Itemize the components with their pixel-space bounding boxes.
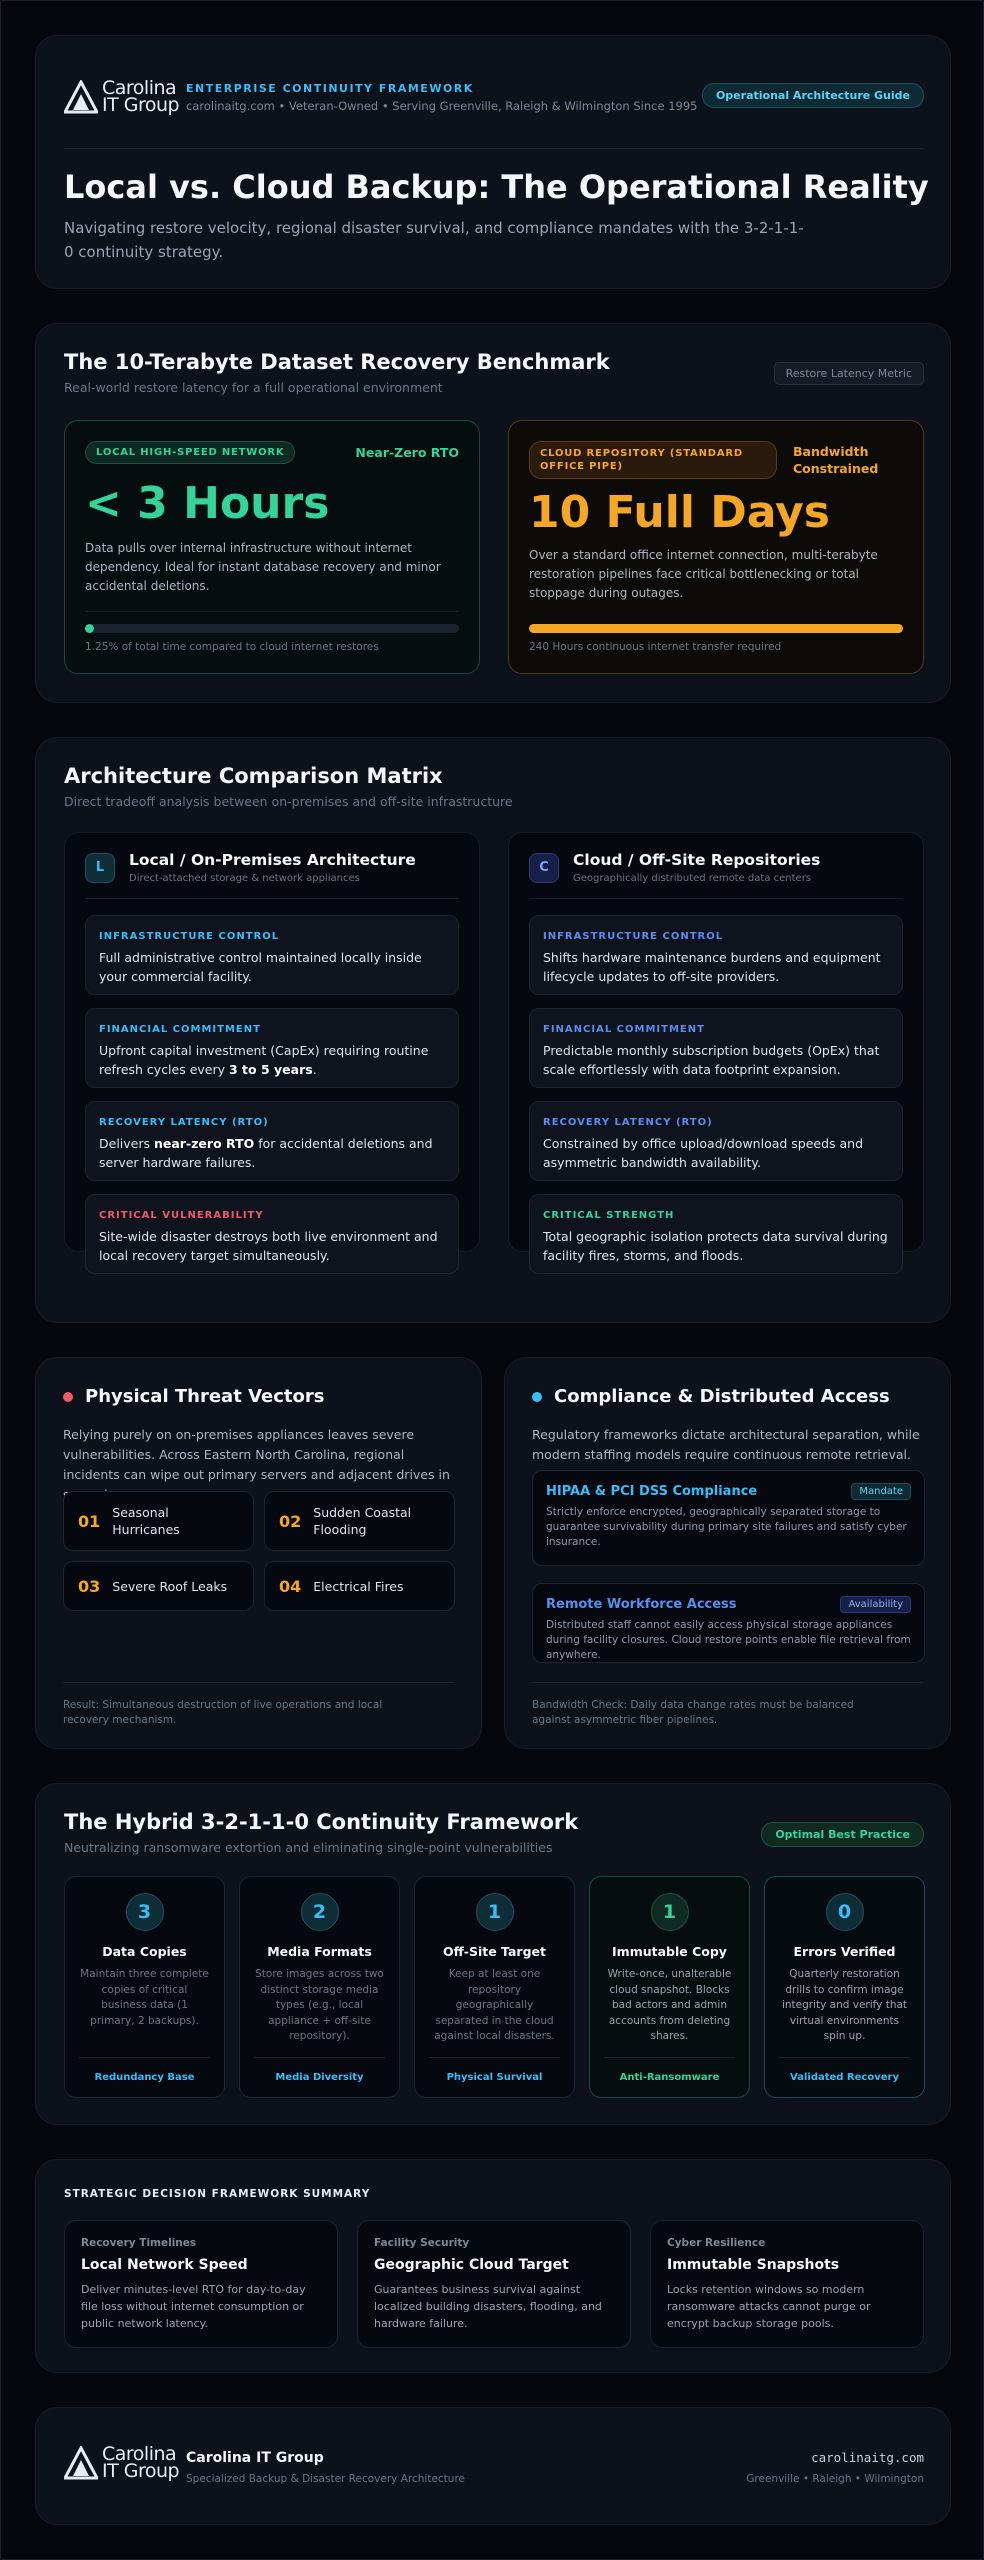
local-side-label: Near-Zero RTO: [355, 445, 459, 460]
compliance-item-badge: Availability: [840, 1596, 911, 1613]
cloud-column-title: Cloud / Off-Site Repositories: [573, 851, 821, 869]
footer-domain[interactable]: carolinaitg.com: [811, 2450, 924, 2465]
step-footer: Media Diversity: [254, 2057, 385, 2083]
footer-company: Carolina IT Group: [186, 2450, 324, 2466]
compliance-card: [504, 1357, 951, 1749]
local-item-label: RECOVERY LATENCY (RTO): [99, 1117, 269, 1128]
threat-num: 01: [78, 1511, 101, 1531]
cloud-item-text: Total geographic isolation protects data survival during facility fires, storms, and floods.: [543, 1229, 888, 1263]
threat-label: Severe Roof Leaks: [112, 1578, 228, 1594]
compliance-item-desc: Distributed staff cannot easily access physical storage appliances during facility closures. Cloud restore points enable file retrieval from anywhere.: [546, 1619, 911, 1661]
local-item-text: Full administrative control maintained locally inside your commercial facility.: [99, 950, 422, 984]
cloud-progress-fill: [529, 624, 903, 633]
local-item-label: CRITICAL VULNERABILITY: [99, 1210, 264, 1221]
hybrid-card: [35, 1783, 951, 2125]
framework-step: [764, 1876, 925, 2098]
threat-label: Seasonal Hurricanes: [112, 1505, 180, 1537]
summary-desc: Guarantees business survival against localized building disasters, flooding, and hardware failure.: [374, 2283, 602, 2330]
cloud-description: Over a standard office internet connection, multi-terabyte restoration pipelines face critical bottlenecking or total stoppage during outages.: [529, 548, 878, 600]
threat-dot-icon: [63, 1392, 73, 1402]
step-number: 3: [126, 1893, 164, 1931]
cloud-item-label: INFRASTRUCTURE CONTROL: [543, 931, 724, 942]
page-title: Local vs. Cloud Backup: The Operational Reality: [64, 168, 929, 206]
cloud-big-value: 10 Full Days: [529, 487, 830, 538]
step-footer: Anti-Ransomware: [604, 2057, 735, 2083]
logo-line-1: Carolina: [102, 77, 177, 99]
local-description: Data pulls over internal infrastructure without internet dependency. Ideal for instant database recovery and minor accidental deletions.: [85, 541, 441, 593]
local-badge: L: [85, 853, 115, 883]
summary-item: [650, 2220, 924, 2348]
step-number: 2: [301, 1893, 339, 1931]
threat-item: [264, 1491, 455, 1551]
footer-locations: Greenville • Raleigh • Wilmington: [746, 2473, 924, 2485]
local-item: [85, 1008, 459, 1088]
threat-label: Electrical Fires: [313, 1578, 404, 1594]
step-title: Data Copies: [102, 1944, 187, 1959]
header-eyebrow: ENTERPRISE CONTINUITY FRAMEWORK: [186, 82, 474, 95]
local-item: [85, 1101, 459, 1181]
step-desc: Keep at least one repository geographically separated in the cloud against local disasters.: [434, 1968, 555, 2042]
framework-step: [414, 1876, 575, 2098]
threats-divider: [63, 1682, 454, 1683]
matrix-subtitle: Direct tradeoff analysis between on-premises and off-site infrastructure: [64, 794, 513, 809]
compliance-item-title: HIPAA & PCI DSS Compliance: [546, 1484, 758, 1499]
threat-num: 03: [78, 1576, 101, 1596]
local-caption: 1.25% of total time compared to cloud internet restores: [85, 641, 379, 653]
logo-wordmark: [102, 77, 180, 116]
footer-card: [35, 2407, 951, 2525]
logo-line-2: IT Group: [102, 2460, 180, 2482]
local-column-subtitle: Direct-attached storage & network appliances: [129, 873, 360, 884]
cloud-item-label: RECOVERY LATENCY (RTO): [543, 1117, 713, 1128]
threats-card: [35, 1357, 482, 1749]
footer-tagline: Specialized Backup & Disaster Recovery Architecture: [186, 2473, 465, 2485]
threat-item: [63, 1491, 254, 1551]
summary-kicker: Facility Security: [374, 2237, 470, 2249]
logo-mark-icon: [64, 80, 98, 114]
local-column: [64, 832, 480, 1263]
benchmark-card: [35, 323, 951, 703]
summary-item: [64, 2220, 338, 2348]
framework-step: [64, 1876, 225, 2098]
cloud-item: [529, 1194, 903, 1274]
step-footer: Physical Survival: [429, 2057, 560, 2083]
step-title: Immutable Copy: [612, 1944, 727, 1959]
framework-step: [239, 1876, 400, 2098]
step-desc: Write-once, unalterable cloud snapshot. Blocks bad actors and admin accounts from deleting shares.: [607, 1968, 732, 2042]
summary-kicker: Cyber Resilience: [667, 2237, 766, 2249]
compliance-intro: Regulatory frameworks dictate architectural separation, while modern staffing models require continuous remote retrieval.: [532, 1427, 920, 1462]
hybrid-subtitle: Neutralizing ransomware extortion and eliminating single-point vulnerabilities: [64, 1840, 553, 1855]
threat-num: 04: [279, 1576, 302, 1596]
summary-item: [357, 2220, 631, 2348]
matrix-title: Architecture Comparison Matrix: [64, 764, 443, 788]
local-benchmark-panel: [64, 420, 480, 674]
summary-heading: Immutable Snapshots: [667, 2257, 840, 2273]
logo-line-1: Carolina: [102, 2443, 177, 2465]
summary-title: STRATEGIC DECISION FRAMEWORK SUMMARY: [64, 2188, 371, 2200]
step-title: Errors Verified: [793, 1944, 896, 1959]
header-meta: carolinaitg.com • Veteran-Owned • Serving Greenville, Raleigh & Wilmington Since 1995: [186, 99, 698, 113]
threat-item: [264, 1561, 455, 1611]
threats-footer: Result: Simultaneous destruction of live operations and local recovery mechanism.: [63, 1699, 383, 1726]
logo-wordmark: [102, 2443, 180, 2482]
step-desc: Quarterly restoration drills to confirm image integrity and verify that virtual environments spin up.: [781, 1968, 908, 2042]
header-divider: [64, 148, 924, 149]
footer-logo: [64, 2443, 180, 2482]
cloud-progress-track: [529, 624, 903, 633]
summary-kicker: Recovery Timelines: [81, 2237, 197, 2249]
logo-line-2: IT Group: [102, 94, 180, 116]
compliance-item-desc: Strictly enforce encrypted, geographically separated storage to guarantee survivability during primary site failures and satisfy cyber insurance.: [546, 1506, 907, 1548]
framework-step: [589, 1876, 750, 2098]
compliance-divider: [532, 1682, 923, 1683]
local-item: [85, 915, 459, 995]
benchmark-title: The 10-Terabyte Dataset Recovery Benchmark: [64, 350, 610, 374]
compliance-title: Compliance & Distributed Access: [554, 1386, 890, 1407]
compliance-item-badge: Mandate: [851, 1483, 911, 1500]
compliance-item-title: Remote Workforce Access: [546, 1597, 737, 1612]
page-subtitle: Navigating restore velocity, regional disaster survival, and compliance mandates with the 3-2-1-1-0 continuity strategy.: [64, 219, 804, 261]
cloud-tag: CLOUD REPOSITORY (STANDARD OFFICE PIPE): [529, 441, 777, 479]
step-number: 1: [476, 1893, 514, 1931]
header-card: [35, 35, 951, 289]
cloud-item-text: Shifts hardware maintenance burdens and equipment lifecycle updates to off-site providers.: [543, 950, 881, 984]
compliance-item: [532, 1583, 925, 1663]
compliance-dot-icon: [532, 1392, 542, 1402]
cloud-column: [508, 832, 924, 1263]
local-item-label: INFRASTRUCTURE CONTROL: [99, 931, 280, 942]
local-tag: LOCAL HIGH-SPEED NETWORK: [85, 441, 295, 464]
cloud-benchmark-panel: [508, 420, 924, 674]
cloud-item: [529, 915, 903, 995]
compliance-item: [532, 1470, 925, 1566]
cloud-item-label: FINANCIAL COMMITMENT: [543, 1024, 705, 1035]
step-title: Media Formats: [267, 1944, 372, 1959]
step-number: 0: [826, 1893, 864, 1931]
hybrid-pill: Optimal Best Practice: [761, 1822, 924, 1847]
step-footer: Validated Recovery: [779, 2057, 910, 2083]
threat-item: [63, 1561, 254, 1611]
cloud-side-label: Bandwidth Constrained: [793, 444, 879, 476]
cloud-item: [529, 1101, 903, 1181]
hybrid-title: The Hybrid 3-2-1-1-0 Continuity Framework: [64, 1810, 579, 1834]
cloud-item: [529, 1008, 903, 1088]
local-item-text: Site-wide disaster destroys both live environment and local recovery target simultaneously.: [99, 1229, 438, 1263]
local-divider: [85, 611, 459, 612]
local-item-text: Upfront capital investment (CapEx) requiring routine refresh cycles every 3 to 5 years.: [99, 1043, 429, 1077]
threats-title: Physical Threat Vectors: [85, 1386, 325, 1407]
compliance-footer: Bandwidth Check: Daily data change rates must be balanced against asymmetric fiber pipelines.: [532, 1699, 854, 1726]
logo-mark-icon: [64, 2446, 98, 2480]
local-item: [85, 1194, 459, 1274]
benchmark-pill: Restore Latency Metric: [774, 362, 924, 385]
local-big-value: < 3 Hours: [85, 478, 330, 529]
step-number: 1: [651, 1893, 689, 1931]
threat-num: 02: [279, 1511, 302, 1531]
local-item-label: FINANCIAL COMMITMENT: [99, 1024, 261, 1035]
summary-card: [35, 2159, 951, 2373]
summary-heading: Geographic Cloud Target: [374, 2257, 569, 2273]
cloud-column-subtitle: Geographically distributed remote data centers: [573, 873, 812, 884]
summary-desc: Locks retention windows so modern ransomware attacks cannot purge or encrypt backup storage pools.: [667, 2283, 871, 2330]
cloud-caption: 240 Hours continuous internet transfer required: [529, 641, 782, 653]
cloud-item-text: Constrained by office upload/download speeds and asymmetric bandwidth availability.: [543, 1136, 864, 1170]
step-title: Off-Site Target: [443, 1944, 546, 1959]
summary-desc: Deliver minutes-level RTO for day-to-day file loss without internet consumption or public network latency.: [81, 2283, 306, 2330]
step-desc: Maintain three complete copies of critical business data (1 primary, 2 backups).: [80, 1968, 209, 2027]
local-item-text: Delivers near-zero RTO for accidental deletions and server hardware failures.: [99, 1136, 433, 1170]
cloud-item-text: Predictable monthly subscription budgets (OpEx) that scale effortlessly with data footprint expansion.: [543, 1043, 880, 1077]
header-pill: Operational Architecture Guide: [702, 83, 924, 108]
cloud-badge: C: [529, 853, 559, 883]
threat-label: Sudden Coastal Flooding: [313, 1505, 412, 1537]
cloud-item-label: CRITICAL STRENGTH: [543, 1210, 675, 1221]
local-progress-fill: [85, 624, 94, 633]
local-progress-track: [85, 624, 459, 633]
threats-intro: Relying purely on on-premises appliances leaves severe vulnerabilities. Across Eastern North Carolina, regional incidents can wipe out primary servers and adjacent drives in: [63, 1427, 450, 1482]
matrix-card: [35, 737, 951, 1323]
benchmark-subtitle: Real-world restore latency for a full operational environment: [64, 380, 443, 395]
header-logo: [64, 77, 180, 116]
summary-heading: Local Network Speed: [81, 2257, 248, 2273]
step-footer: Redundancy Base: [79, 2057, 210, 2083]
step-desc: Store images across two distinct storage media types (e.g., local appliance + off-site repository).: [255, 1968, 384, 2042]
local-column-title: Local / On-Premises Architecture: [129, 851, 416, 869]
